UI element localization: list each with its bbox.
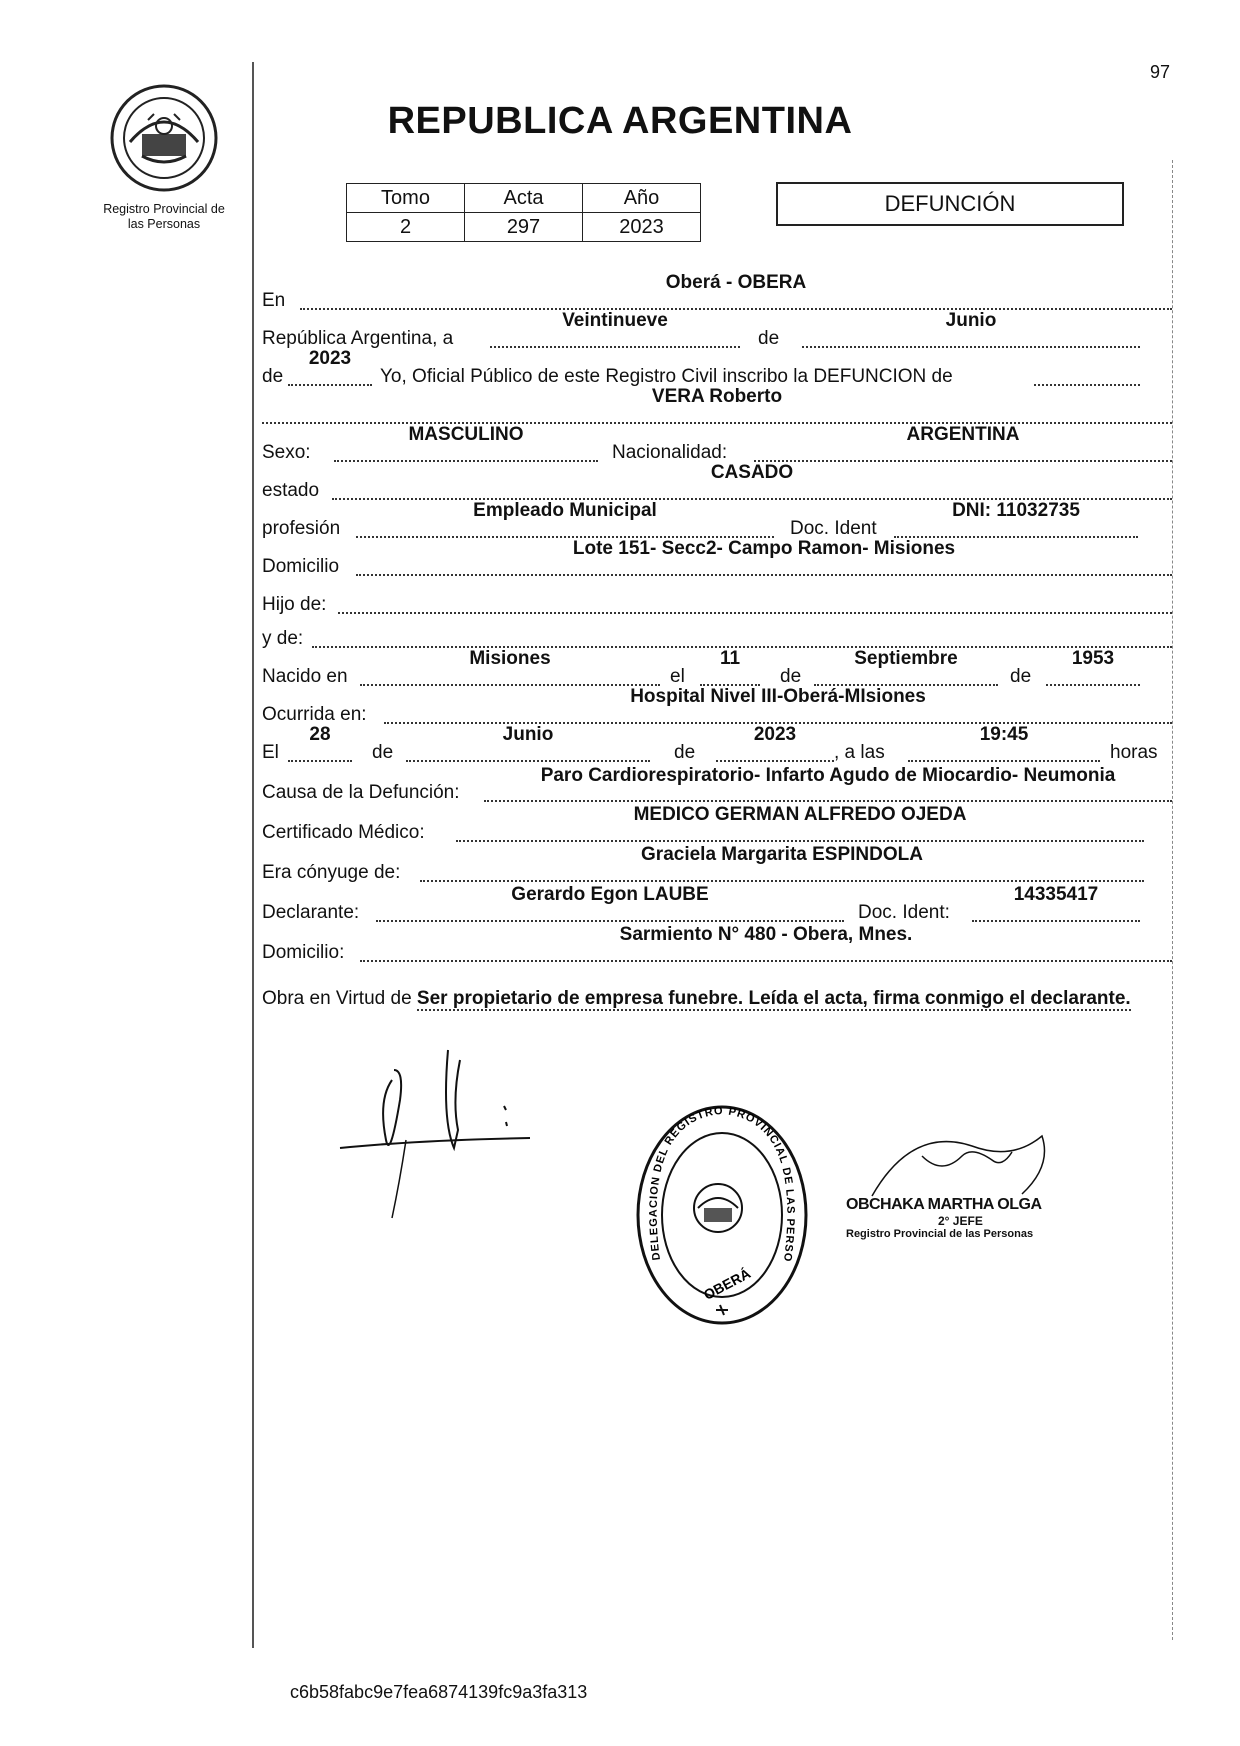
label-declarante: Declarante: bbox=[262, 902, 360, 923]
row-domicilio bbox=[262, 538, 1172, 578]
field-y-de bbox=[312, 620, 1172, 648]
field-certificado: MEDICO GERMAN ALFREDO OJEDA bbox=[456, 814, 1144, 842]
label-republica: República Argentina, a bbox=[262, 328, 454, 349]
anio-value: 2023 bbox=[583, 213, 701, 242]
reference-table bbox=[346, 183, 701, 242]
row-nacido-en bbox=[262, 648, 1172, 688]
label-de: de bbox=[1010, 666, 1032, 687]
field-def-mes: Junio bbox=[406, 734, 650, 762]
field-fallecido: VERA Roberto bbox=[262, 396, 1172, 424]
field-obra-en-virtud: Ser propietario de empresa funebre. Leída el acta, firma conmigo el declarante. bbox=[416, 988, 1131, 1009]
acta-value: 297 bbox=[465, 213, 583, 242]
registry-name-line2: las Personas bbox=[127, 217, 201, 231]
label-domicilio: Domicilio bbox=[262, 556, 340, 577]
row-y-de bbox=[262, 620, 1172, 650]
field-nacionalidad: ARGENTINA bbox=[754, 434, 1172, 462]
label-doc-ident-decl: Doc. Ident: bbox=[858, 902, 950, 923]
row-sexo bbox=[262, 424, 1172, 464]
anio-label: Año bbox=[583, 184, 701, 213]
field-hijo-de bbox=[338, 586, 1172, 614]
field-declarante: Gerardo Egon LAUBE bbox=[376, 894, 844, 922]
label-nacido-en: Nacido en bbox=[262, 666, 348, 687]
tomo-value: 2 bbox=[347, 213, 465, 242]
field-nacido-en: Misiones bbox=[360, 658, 660, 686]
label-causa: Causa de la Defunción: bbox=[262, 782, 460, 803]
page-title: REPUBLICA ARGENTINA bbox=[387, 100, 853, 142]
right-margin-rule bbox=[1172, 160, 1173, 1640]
label-oficial-text: Yo, Oficial Público de este Registro Civil inscribo la DEFUNCION de bbox=[380, 366, 953, 387]
registry-name-line1: Registro Provincial de bbox=[103, 202, 225, 216]
label-horas: horas bbox=[1110, 742, 1158, 763]
field-documento: DNI: 11032735 bbox=[894, 510, 1138, 538]
label-domicilio-decl: Domicilio: bbox=[262, 942, 345, 963]
field-conyuge: Graciela Margarita ESPINDOLA bbox=[420, 854, 1144, 882]
acta-label: Acta bbox=[465, 184, 583, 213]
field-anio-inscripcion: 2023 bbox=[288, 358, 372, 386]
field-nac-mes: Septiembre bbox=[814, 658, 998, 686]
field-mes-inscripcion: Junio bbox=[802, 320, 1140, 348]
row-declarante-domicilio bbox=[262, 924, 1172, 964]
field-sexo: MASCULINO bbox=[334, 434, 598, 462]
label-de: de bbox=[262, 366, 284, 387]
field-def-anio: 2023 bbox=[716, 734, 834, 762]
row-causa bbox=[262, 765, 1172, 804]
field-def-dia: 28 bbox=[288, 734, 352, 762]
label-certificado: Certificado Médico: bbox=[262, 822, 425, 843]
obra-en-virtud bbox=[262, 984, 1172, 1014]
label-profesion: profesión bbox=[262, 518, 341, 539]
label-sexo: Sexo: bbox=[262, 442, 311, 463]
label-el: el bbox=[670, 666, 685, 687]
label-estado: estado bbox=[262, 480, 320, 501]
row-profesion bbox=[262, 500, 1172, 540]
row-fecha-defuncion bbox=[262, 724, 1172, 764]
label-el-upper: El bbox=[262, 742, 279, 763]
document-hash: c6b58fabc9e7fea6874139fc9a3fa313 bbox=[290, 1682, 588, 1702]
field-nac-anio: 1953 bbox=[1046, 658, 1140, 686]
label-de: de bbox=[780, 666, 802, 687]
field-causa: Paro Cardiorespiratorio- Infarto Agudo de Miocardio- Neumonia bbox=[484, 774, 1172, 802]
label-doc-ident: Doc. Ident bbox=[790, 518, 877, 539]
label-de: de bbox=[372, 742, 394, 763]
row-declarante bbox=[262, 884, 1172, 924]
label-y-de: y de: bbox=[262, 628, 304, 649]
field-declarante-domicilio: Sarmiento N° 480 - Obera, Mnes. bbox=[360, 934, 1172, 962]
field-profesion: Empleado Municipal bbox=[356, 510, 774, 538]
left-margin-rule bbox=[252, 62, 254, 1648]
row-estado bbox=[262, 462, 1172, 502]
label-de: de bbox=[758, 328, 780, 349]
field-lugar: Oberá - OBERA bbox=[300, 282, 1172, 310]
field-def-hora: 19:45 bbox=[908, 734, 1100, 762]
row-fallecido bbox=[262, 386, 1172, 426]
row-ocurrida-en bbox=[262, 686, 1172, 726]
label-nacionalidad: Nacionalidad: bbox=[612, 442, 728, 463]
declarant-signature bbox=[330, 1040, 540, 1235]
field-dia-inscripcion: Veintinueve bbox=[490, 320, 740, 348]
row-en bbox=[262, 272, 1172, 312]
label-hijo-de: Hijo de: bbox=[262, 594, 327, 615]
field-declarante-doc: 14335417 bbox=[972, 894, 1140, 922]
label-de: de bbox=[674, 742, 696, 763]
tomo-label: Tomo bbox=[347, 184, 465, 213]
label-ocurrida-en: Ocurrida en: bbox=[262, 704, 367, 725]
row-certificado bbox=[262, 804, 1172, 844]
field-nac-dia: 11 bbox=[700, 658, 760, 686]
label-obra-en-virtud: Obra en Virtud de bbox=[262, 988, 412, 1009]
row-conyuge bbox=[262, 844, 1172, 884]
field-domicilio: Lote 151- Secc2- Campo Ramon- Misiones bbox=[356, 548, 1172, 576]
field-estado: CASADO bbox=[332, 472, 1172, 500]
official-org: Registro Provincial de las Personas bbox=[846, 1228, 1034, 1240]
row-hijo-de bbox=[262, 586, 1172, 616]
page-number: 97 bbox=[1150, 62, 1171, 82]
stamp-city: OBERÁ bbox=[700, 1265, 754, 1303]
row-oficial bbox=[262, 348, 1172, 388]
label-en: En bbox=[262, 290, 286, 311]
official-stamp bbox=[632, 1100, 812, 1335]
registry-name bbox=[84, 202, 244, 232]
label-conyuge: Era cónyuge de: bbox=[262, 862, 401, 883]
official-name: OBCHAKA MARTHA OLGA bbox=[846, 1196, 1042, 1213]
record-type-box: DEFUNCIÓN bbox=[776, 182, 1124, 226]
label-a-las: , a las bbox=[834, 742, 885, 763]
official-role: 2° JEFE bbox=[938, 1214, 983, 1228]
stamp-outer-text: DELEGACION DEL REGISTRO PROVINCIAL DE LAS PERSO bbox=[647, 1104, 797, 1263]
official-signature-block bbox=[846, 1196, 1042, 1240]
field-oficial-trailing bbox=[1034, 358, 1140, 386]
row-fecha-inscripcion bbox=[262, 310, 1172, 350]
field-ocurrida-en: Hospital Nivel III-Oberá-MIsiones bbox=[384, 696, 1172, 724]
